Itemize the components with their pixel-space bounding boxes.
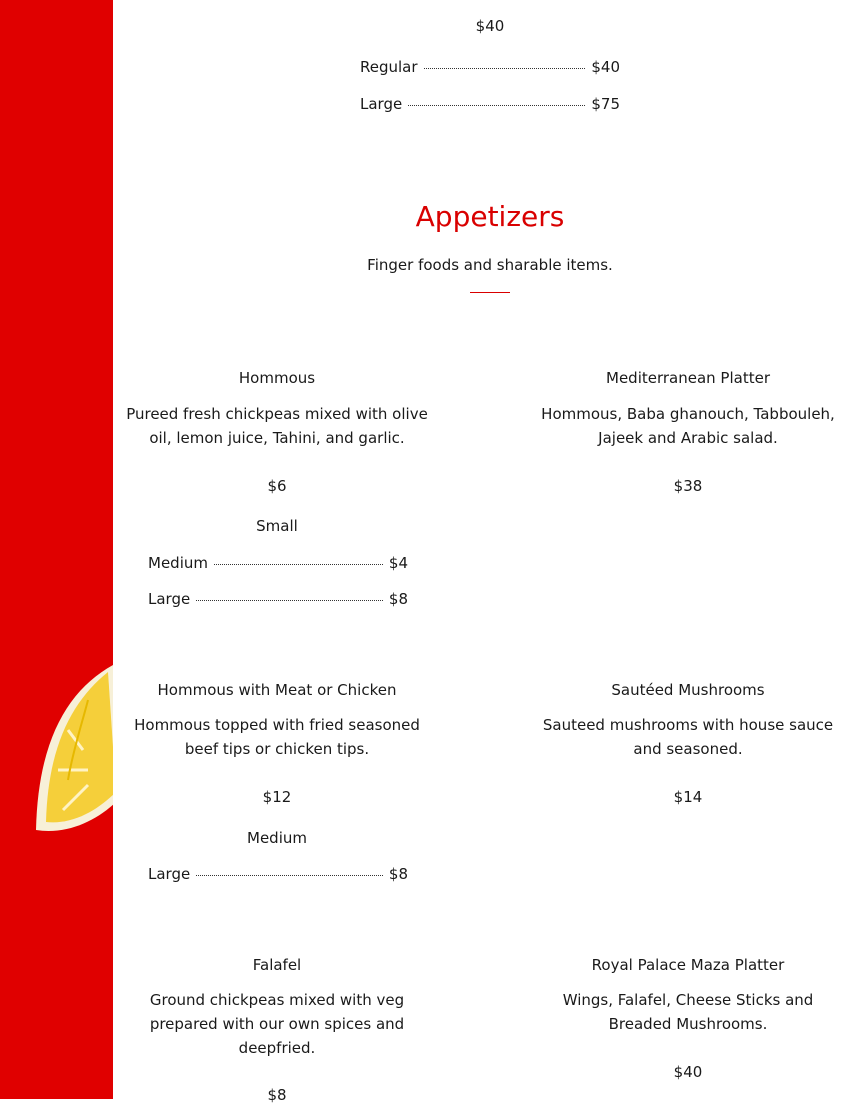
size-row <box>360 58 620 76</box>
size-price: $8 <box>388 865 408 883</box>
size-label: Small <box>256 517 298 535</box>
top-item-price: $40 <box>475 17 505 35</box>
size-price: $40 <box>591 58 620 76</box>
size-row <box>148 554 408 572</box>
size-label: Medium <box>148 554 208 572</box>
menu-item-price: $40 <box>673 1063 703 1081</box>
size-label: Large <box>148 865 191 883</box>
red-sidebar <box>0 0 113 1099</box>
menu-item-name: Hommous <box>238 369 316 387</box>
leader-dots <box>424 68 586 69</box>
size-label: Medium <box>247 829 307 847</box>
menu-item-price: $12 <box>262 788 292 806</box>
menu-item-price: $14 <box>673 788 703 806</box>
size-row <box>360 95 620 113</box>
menu-item-description: Pureed fresh chickpeas mixed with olive oil, lemon juice, Tahini, and garlic. <box>126 405 428 447</box>
lemon-wedge-image <box>28 660 113 840</box>
size-row <box>148 590 408 608</box>
menu-item-description: Wings, Falafel, Cheese Sticks and Breaded Mushrooms. <box>562 991 814 1033</box>
menu-item-price: $38 <box>673 477 703 495</box>
leader-dots <box>196 875 383 876</box>
section-title: Appetizers <box>415 200 565 233</box>
size-label: Regular <box>360 58 418 76</box>
size-price: $75 <box>591 95 620 113</box>
size-price: $4 <box>388 554 408 572</box>
section-subtitle: Finger foods and sharable items. <box>367 256 613 274</box>
menu-item-description: Hommous, Baba ghanouch, Tabbouleh, Jajeek and Arabic salad. <box>541 405 835 447</box>
menu-item-description: Ground chickpeas mixed with veg prepared with our own spices and deepfried. <box>149 991 405 1057</box>
leader-dots <box>196 600 383 601</box>
leader-dots <box>408 105 585 106</box>
menu-item-name: Falafel <box>252 956 302 974</box>
menu-item-name: Hommous with Meat or Chicken <box>157 681 397 699</box>
menu-item-price: $8 <box>267 1086 287 1104</box>
size-label: Large <box>360 95 403 113</box>
menu-item-name: Sautéed Mushrooms <box>611 681 765 699</box>
size-price: $8 <box>388 590 408 608</box>
section-divider <box>470 292 510 293</box>
menu-item-description: Hommous topped with fried seasoned beef tips or chicken tips. <box>134 716 420 758</box>
menu-item-name: Royal Palace Maza Platter <box>591 956 785 974</box>
menu-item-name: Mediterranean Platter <box>606 369 770 387</box>
leader-dots <box>214 564 383 565</box>
size-row <box>148 865 408 883</box>
size-label: Large <box>148 590 191 608</box>
menu-item-price: $6 <box>267 477 287 495</box>
menu-item-description: Sauteed mushrooms with house sauce and seasoned. <box>542 716 834 758</box>
